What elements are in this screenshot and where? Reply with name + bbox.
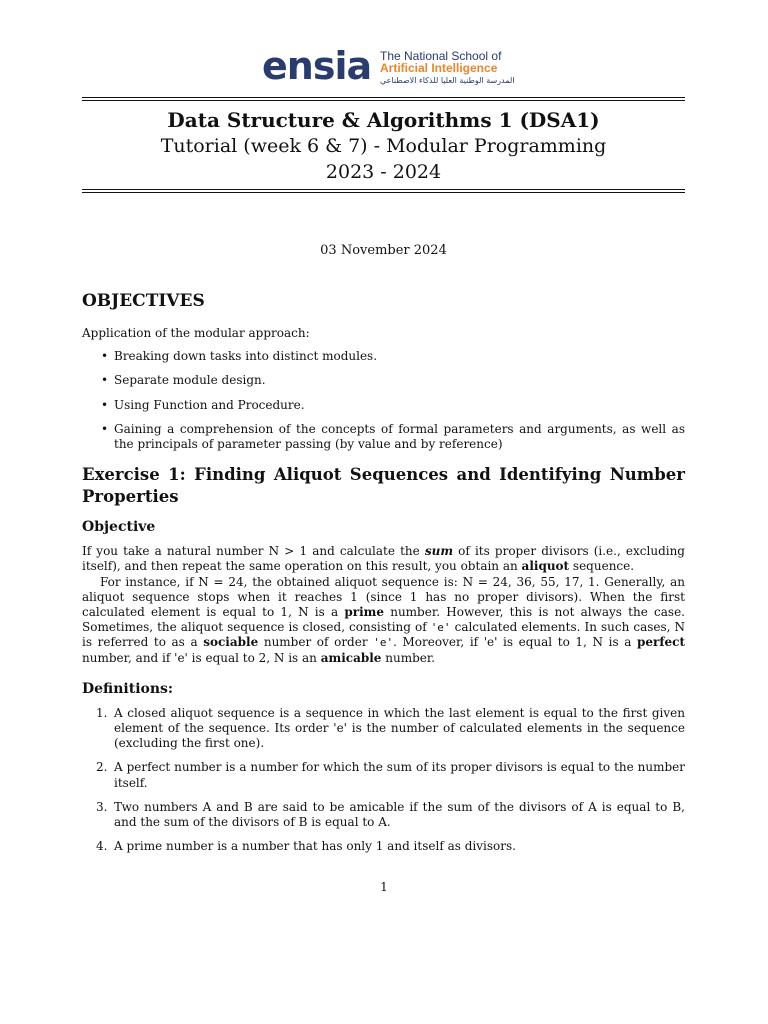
objectives-heading: OBJECTIVES	[82, 291, 205, 311]
bullet-icon: •	[101, 421, 109, 436]
exercise-1-heading: Exercise 1: Finding Aliquot Sequences and Identifying Number Properties	[82, 465, 685, 507]
list-item: • Using Function and Procedure.	[101, 397, 305, 412]
logo-line-english: The National School of	[380, 49, 502, 63]
bullet-icon: •	[101, 349, 109, 364]
school-logo	[262, 46, 515, 88]
logo-wordmark: ensia	[262, 46, 372, 86]
bullet-icon: •	[101, 397, 109, 412]
header-rule-bottom-2	[82, 192, 685, 193]
bullet-icon: •	[101, 373, 109, 388]
header-rule-bottom	[82, 189, 685, 190]
list-item: 3. Two numbers A and B are said to be amicable if the sum of the divisors of A is equal to B, and the sum of the divisors of B is equal to A.	[96, 799, 685, 830]
document-title: Data Structure & Algorithms 1 (DSA1)	[167, 108, 600, 132]
definitions-list	[82, 706, 685, 855]
exercise-1-paragraph-1: If you take a natural number N > 1 and calculate the sum of its proper divisors (i.e., excluding itself), and then repeat the same operation on this result, you obtain an aliquot sequence.	[82, 544, 685, 574]
objectives-list	[82, 349, 685, 452]
logo-text	[380, 50, 520, 86]
logo-line-arabic: المدرسة الوطنية العليا للذكاء الاصطناعي	[380, 76, 515, 85]
list-item: 1. A closed aliquot sequence is a sequence in which the last element is equal to the first given element of the sequence. Its order 'e' is the number of calculated elements in the sequence (excluding the first one).	[96, 705, 685, 751]
list-item: 4. A prime number is a number that has only 1 and itself as divisors.	[96, 839, 516, 854]
header-rule-top	[82, 97, 685, 98]
objectives-intro: Application of the modular approach:	[82, 326, 310, 340]
list-item: 2. A perfect number is a number for which the sum of its proper divisors is equal to the number itself.	[96, 760, 685, 790]
document-date: 03 November 2024	[320, 243, 447, 258]
header-rule-top-2	[82, 100, 685, 101]
academic-year: 2023 - 2024	[325, 161, 442, 183]
list-item: • Breaking down tasks into distinct modules.	[101, 349, 378, 364]
ensia-wordmark-logo	[262, 46, 380, 86]
exercise-1-paragraph-2: For instance, if N = 24, the obtained aliquot sequence is: N = 24, 36, 55, 17, 1. Generally, an aliquot sequence stops when it reaches 1 (since 1 has no proper divisors). When the first calculated element is equal to 1, N is a prime number. However, this is not always the case. Sometimes, the aliquot sequence is closed, consisting of 'e' calculated elements. In such cases, N is referred to as a sociable number of order 'e'. Moreover, if 'e' is equal to 1, N is a perfect number, and if 'e' is equal to 2, N is an amicable number.	[82, 574, 685, 665]
page-number: 1	[380, 880, 388, 894]
document-subtitle: Tutorial (week 6 & 7) - Modular Programming	[160, 135, 607, 157]
list-item: • Gaining a comprehension of the concepts of formal parameters and arguments, as well as the principals of parameter passing (by value and by reference)	[101, 421, 685, 452]
title-block	[82, 107, 685, 185]
logo-line-ai: Artificial Intelligence	[380, 61, 498, 75]
definitions-subheading: Definitions:	[82, 680, 174, 697]
main-content	[82, 290, 685, 863]
list-item: • Separate module design.	[101, 373, 266, 388]
objective-subheading: Objective	[82, 519, 156, 536]
